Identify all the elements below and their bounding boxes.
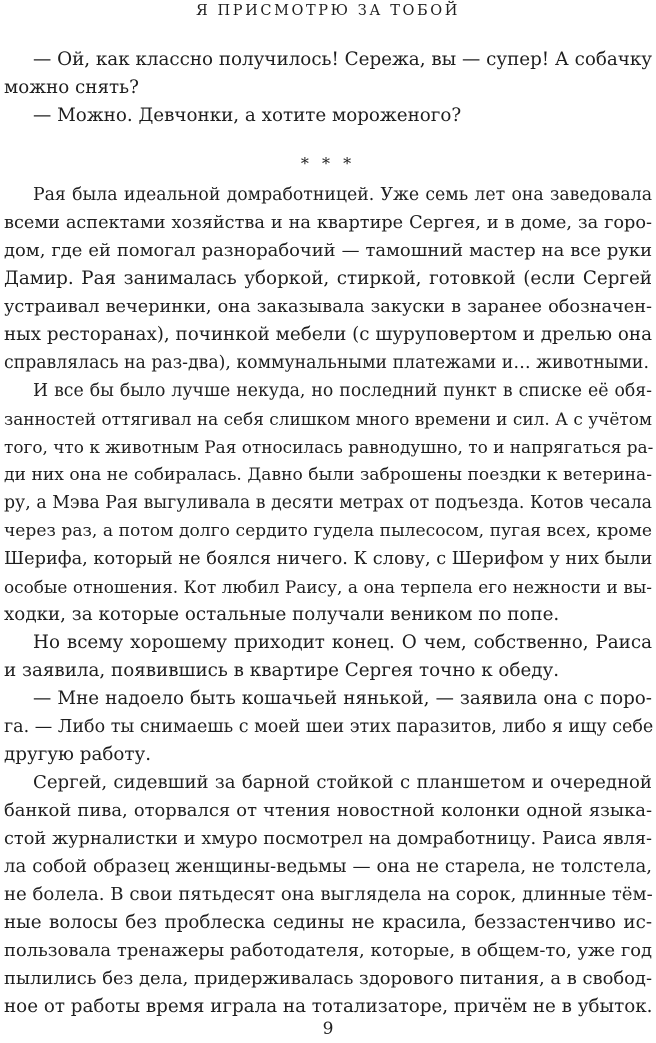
- text-line: ди них она не собиралась. Давно были заброшены поездки к ветерина-: [4, 465, 652, 485]
- page-number: 9: [322, 1019, 334, 1039]
- text-line: Но всему хорошему приходит конец. О чем, собственно, Раиса: [33, 632, 652, 653]
- text-line: Сергей, сидевший за барной стойкой с планшетом и очередной: [33, 772, 652, 793]
- text-line: того, что к животным Рая относилась равнодушно, то и напрягаться ра-: [4, 437, 654, 457]
- text-line: занностей оттягивал на себя слишком много времени и сил. А с учётом: [4, 409, 652, 429]
- text-line: ных ресторанах), починкой мебели (с шуруповертом и дрелью она: [4, 324, 652, 345]
- text-line: ное от работы время играла на тотализаторе, причём не в убыток.: [4, 996, 653, 1017]
- text-line: другую работу.: [4, 744, 152, 765]
- text-line: дом, где ей помогал разнорабочий — тамошний мастер на все руки: [4, 240, 652, 261]
- text-line: особые отношения. Кот любил Раису, а она терпела его нежности и вы-: [4, 577, 652, 597]
- text-line: Рая была идеальной домработницей. Уже семь лет она заведовала: [33, 185, 652, 205]
- text-line: — Можно. Девчонки, а хотите мороженого?: [33, 105, 462, 126]
- text-line: пользовала тренажеры работодателя, которые, в общем-то, уже год: [4, 940, 652, 961]
- text-line: ходки, за которые остальные получали веником по попе.: [4, 604, 560, 625]
- text-line: через раз, а потом долго сердито гудела пылесосом, пугая всех, кроме: [4, 521, 652, 541]
- text-line: не болела. В свои пятьдесят она выглядела на сорок, длинные тём-: [4, 884, 653, 905]
- text-line: устраивал вечеринки, она заказывала закуски в заранее обозначен-: [4, 297, 652, 317]
- text-line: пылились без дела, придерживалась здорового питания, а в свобод-: [4, 968, 652, 989]
- text-line: ла собой образец женщины-ведьмы — она не старела, не толстела,: [4, 856, 652, 877]
- text-line: банкой пива, оторвался от чтения новостной колонки одной языка-: [4, 800, 652, 821]
- text-line: ру, а Мэва Рая выгуливала в десяти метрах от подъезда. Котов чесала: [4, 493, 652, 513]
- text-line: и заявила, появившись в квартире Сергея точно к обеду.: [4, 660, 560, 681]
- text-line: — Мне надоело быть кошачьей нянькой, — заявила она с поро-: [33, 688, 652, 709]
- text-line: — Ой, как классно получилось! Сережа, вы — супер! А собачку: [33, 49, 653, 70]
- running-title: Я ПРИСМОТРЮ ЗА ТОБОЙ: [196, 3, 460, 19]
- text-line: ные волосы без проблеска седины не красила, беззастенчиво ис-: [4, 912, 652, 933]
- text-line: га. — Либо ты снимаешь с моей шеи этих паразитов, либо я ищу себе: [4, 717, 654, 737]
- text-line: Шерифа, который не боялся ничего. К слову, с Шерифом у них были: [4, 549, 653, 569]
- text-line: можно снять?: [4, 77, 139, 98]
- text-line: стой журналистки и хмуро посмотрел на домработницу. Раиса явля-: [4, 829, 652, 849]
- text-line: справлялась на раз-два), коммунальными платежами и… животными.: [4, 353, 649, 373]
- section-separator: * * *: [300, 154, 356, 173]
- text-line: И все бы было лучше некуда, но последний пункт в списке её обя-: [33, 381, 652, 401]
- text-line: всеми аспектами хозяйства и на квартире Сергея, и в доме, за горо-: [4, 213, 652, 233]
- text-line: Дамир. Рая занималась уборкой, стиркой, готовкой (если Сергей: [4, 268, 652, 289]
